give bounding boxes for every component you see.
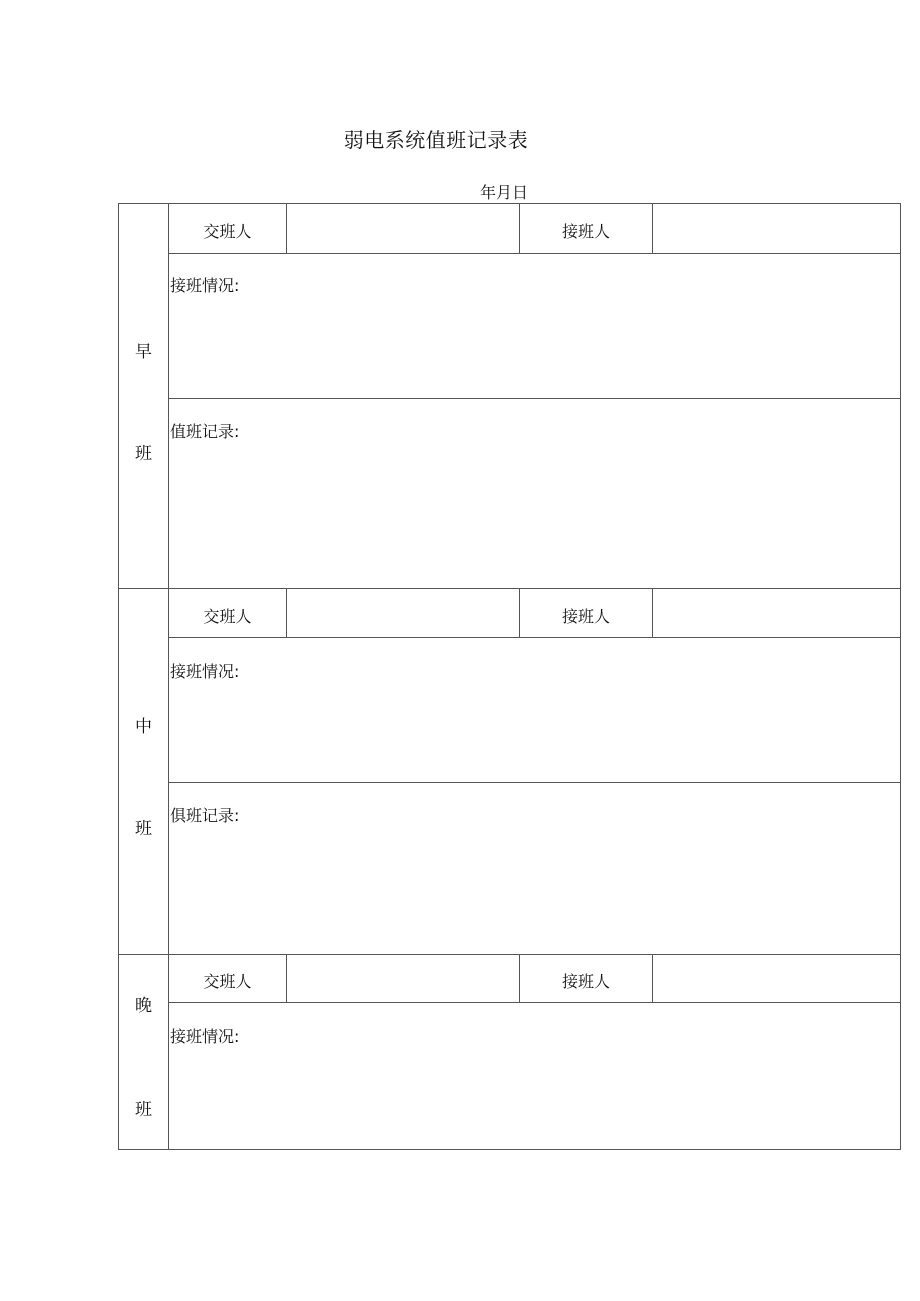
takeover-status-field[interactable]	[169, 682, 900, 782]
shift-name-char: 晚	[135, 996, 152, 1016]
duty-record-label: 值班记录:	[170, 422, 240, 441]
date-label: 年月日	[480, 183, 529, 202]
handover-person-label: 交班人	[203, 607, 252, 626]
takeover-status-label: 接班情况:	[170, 276, 240, 295]
row-divider	[168, 1002, 901, 1003]
duty-record-field[interactable]	[169, 826, 900, 954]
duty-record-label: 俱班记录:	[170, 806, 240, 825]
row-divider	[168, 637, 901, 638]
shift-name-char: 班	[135, 819, 152, 839]
takeover-person-field[interactable]	[653, 589, 900, 637]
handover-person-field[interactable]	[287, 955, 519, 1002]
takeover-person-label: 接班人	[561, 972, 610, 991]
shift-name-char: 班	[135, 444, 152, 464]
takeover-status-field[interactable]	[169, 1047, 900, 1149]
row-divider	[168, 398, 901, 399]
takeover-person-field[interactable]	[653, 955, 900, 1002]
takeover-person-label: 接班人	[561, 222, 610, 241]
handover-person-label: 交班人	[203, 222, 252, 241]
row-divider	[168, 253, 901, 254]
shift-name-char: 早	[135, 342, 152, 362]
shift-name-char: 中	[135, 717, 152, 737]
page-title: 弱电系统值班记录表	[343, 128, 529, 152]
table-border-bottom	[118, 1149, 901, 1150]
duty-record-field[interactable]	[169, 442, 900, 588]
shift-name-char: 班	[135, 1100, 152, 1120]
row-divider	[168, 782, 901, 783]
takeover-status-field[interactable]	[169, 296, 900, 398]
handover-person-field[interactable]	[287, 589, 519, 637]
takeover-status-label: 接班情况:	[170, 1027, 240, 1046]
handover-person-label: 交班人	[203, 972, 252, 991]
takeover-person-field[interactable]	[653, 204, 900, 253]
handover-person-field[interactable]	[287, 204, 519, 253]
takeover-person-label: 接班人	[561, 607, 610, 626]
table-border-right	[900, 203, 901, 1150]
takeover-status-label: 接班情况:	[170, 662, 240, 681]
